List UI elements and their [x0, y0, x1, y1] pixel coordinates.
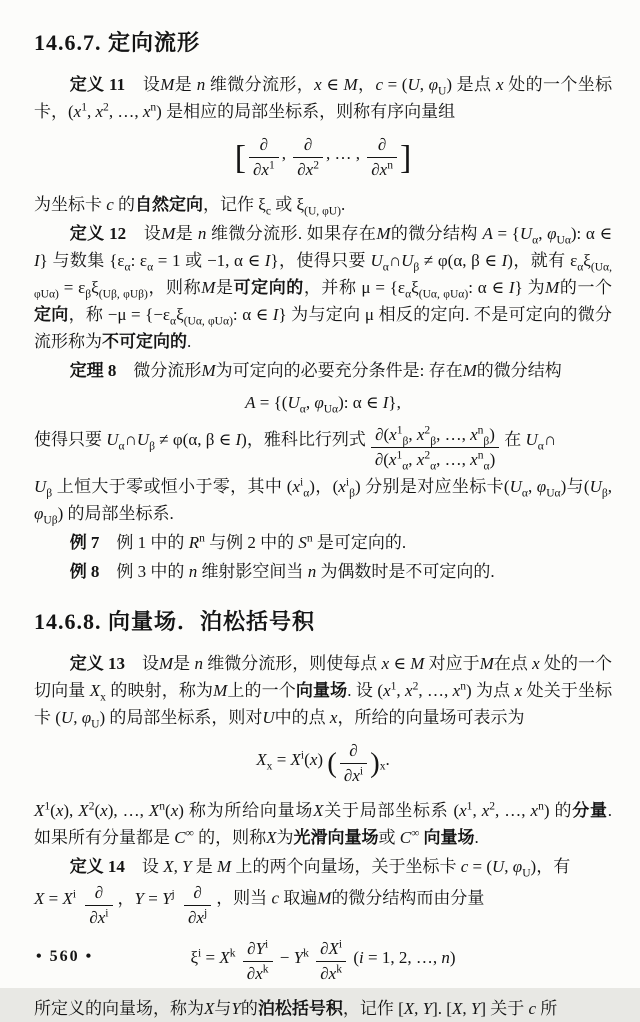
right-paren: ): [370, 746, 380, 779]
paragraph-definition-11: 定义 11 设M是 n 维微分流形，x ∈ M，c = (U, $\varphi_U$) 是点 x 处的一个坐标卡，($x^1$, $x^2$, …, $x^n$) 是相应的局部坐标系，则称有序向量组: [34, 75, 613, 121]
section-heading-vector-fields: 14.6.8. 向量场．泊松括号积: [34, 608, 316, 634]
fields-trailing-text: ，则当 c 取遍M的微分结构而由分量: [216, 888, 485, 908]
formula-ordered-vector-group: [34, 134, 612, 181]
paragraph-natural-orientation: 为坐标卡 c 的自然定向，记作 $\xi_c$ 或 $\xi_{(U, \varphi U)}$.: [34, 195, 346, 218]
fraction-x-field: $\frac{\partial}{\partial x^i}$: [85, 882, 112, 929]
left-bracket: [: [234, 139, 247, 177]
paragraph-example-8: 例 8 例 3 中的 n 维射影空间当 n 为偶数时是不可定向的.: [69, 561, 495, 581]
fraction-partial-x1: $\frac{\partial}{\partial x^1}$: [249, 134, 279, 181]
paragraph-definition-12: 定义 12 设M是 n 维微分流形. 如果存在M的微分结构 $A = \{U_\alpha$, $\varphi_{U\alpha}$): α ∈ I} 与数集 {$\varepsilon_\alpha$: $\varepsilon_\alpha = 1$ 或 −1, α ∈ I}，使得只要 $U_\alpha\cap U_\beta \ne \varphi(\alpha$, β ∈ I)，就有 $\varepsilon_\alpha\xi_{(U\alpha, \varphi U\alpha)} = \varepsilon_\beta\xi_{(U\beta, \varphi U\beta)}$，则称M是可定向的，并称 $\mu = \{\varepsilon_\alpha\xi_{(U\alpha, \varphi U\alpha)}$: α ∈ I} 为M的一个定向，称 $-\mu = \{-\varepsilon_\alpha\xi_{(U\alpha, \varphi U\alpha)}$: α ∈ I} 为与定向 μ 相反的定向. 不是可定向的微分流形称为不可定向的.: [34, 224, 613, 352]
paragraph-example-7: 例 7 例 1 中的 $R^n$ 与例 2 中的 $S^n$ 是可定向的.: [69, 531, 407, 552]
xi-lhs: $\xi^i = X^k$: [190, 946, 236, 968]
formula-separator: ,: [281, 143, 291, 163]
fraction-partial-x2: $\frac{\partial}{\partial x^2}$: [293, 134, 323, 181]
fraction-y-field: $\frac{\partial}{\partial x^j}$: [184, 882, 211, 929]
vector-field-subscript: $_x$.: [379, 749, 390, 773]
index-range: (i = 1, 2, …, n): [349, 948, 456, 968]
paragraph-definition-14: 定义 14 设 X, Y 是 M 上的两个向量场，关于坐标卡 c = (U, $\varphi_U$)，有: [69, 856, 571, 880]
fraction-dx-dx: $\frac{\partial X^i}{\partial x^k}$: [316, 938, 346, 985]
right-bracket: ]: [399, 139, 412, 177]
fraction-dy-dx: $\frac{\partial Y^i}{\partial x^k}$: [243, 938, 273, 985]
formula-differential-structure: $A = \{(U_\alpha$, $\varphi_{U\alpha}$): α ∈ I},: [245, 393, 401, 416]
fraction-partial-xi: $\frac{\partial}{\partial x^i}$: [340, 740, 367, 787]
jacobian-post-text: 在 $U_\alpha\cap$: [504, 430, 557, 453]
field-x-text: $X = X^i$: [34, 886, 77, 908]
section-heading-oriented-manifolds: 14.6.7. 定向流形: [34, 30, 201, 55]
minus-term: − $Y^k$: [275, 946, 309, 968]
jacobian-fraction: $\frac{\partial(x^1_\beta, x^2_\beta, \dots, x^n_\beta)}{\partial(x^1_\alpha, x^2_\alpha, \dots, x^n_\alpha)}$: [371, 424, 499, 471]
paragraph-two-vector-fields: [34, 882, 612, 929]
paragraph-definition-13: 定义 13 设M是 n 维微分流形，则使每点 x ∈ M 对应于M在点 x 处的一个切向量 $X_x$ 的映射，称为M上的一个向量场. 设 ($x^1$, $x^2$, …, $x^n$) 为点 x 处关于坐标卡 (U, $\varphi_U$) 的局部坐标系，则对U中的点 x，所给的向量场可表示为: [34, 653, 613, 731]
paragraph-poisson-bracket: 所定义的向量场，称为X与Y的泊松括号积，记作 [X, Y]. [X, Y] 关于 c 所: [34, 999, 558, 1019]
jacobian-pre-text: 使得只要 $U_\alpha\cap U_\beta \ne \varphi(\alpha$, β ∈ I)，雅科比行列式: [34, 430, 366, 453]
paragraph-jacobian-condition: [34, 424, 612, 471]
formula-vector-field-expression: [34, 740, 612, 787]
page-number: • 560 •: [36, 948, 94, 965]
paragraph-sign-condition: $U_\beta$ 上恒大于零或恒小于零，其中 $(x^i_\alpha)$，$(x^i_\beta)$ 分别是对应坐标卡($U_\alpha$, $\varphi_{U\alpha}$)与($U_\beta$, $\varphi_{U\beta}$) 的局部坐标系.: [34, 475, 612, 527]
fraction-partial-xn: $\frac{\partial}{\partial x^n}$: [367, 134, 397, 181]
field-y-text: ，$Y = Y^j$: [117, 886, 175, 908]
formula-ellipsis: , … ,: [325, 143, 365, 163]
left-paren: (: [327, 746, 337, 779]
paragraph-components: $X^1(x)$, $X^2(x)$, …, $X^n(x)$ 称为所给向量场X关于局部坐标系 ($x^1$, $x^2$, …, $x^n$) 的分量. 如果所有分量都是 C∞ 的，则称X为光滑向量场或 C∞ 向量场.: [34, 799, 612, 847]
vector-field-lhs: $X_x = X^i(x)$: [256, 748, 328, 773]
paragraph-theorem-8: 定理 8 微分流形M为可定向的必要充分条件是: 存在M的微分结构: [69, 361, 562, 381]
formula-poisson-components: [34, 938, 612, 985]
